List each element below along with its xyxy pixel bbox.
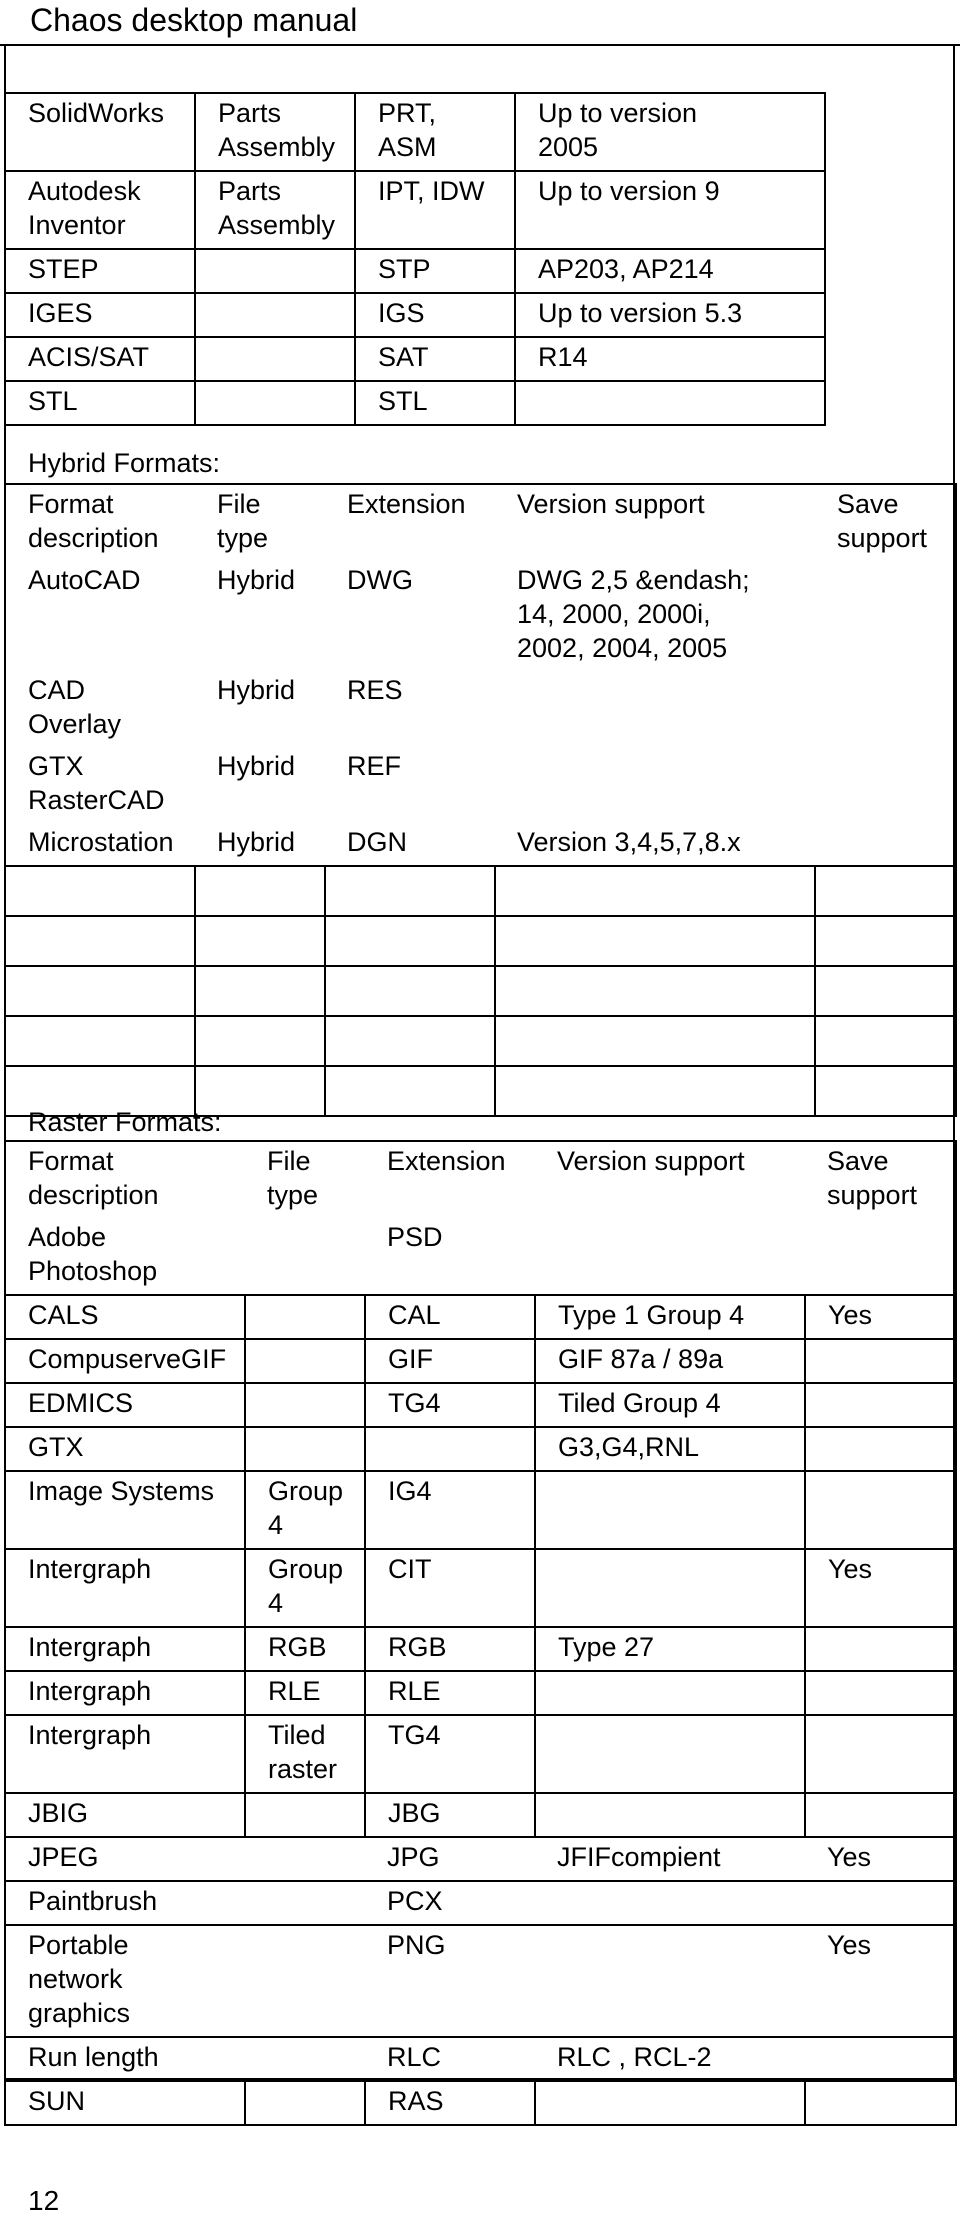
empty-table-row [5,1016,956,1066]
table-row [5,1881,956,1925]
document-title: Chaos desktop manual [30,2,358,38]
empty-table-cell [325,1016,495,1066]
table-cell: PRT, ASM [355,93,515,171]
table-cell [815,561,956,671]
table-cell: JBG [365,1793,535,1837]
table-cell: STL [5,381,195,425]
table-row [5,671,956,747]
table-row [5,2037,956,2081]
table-cell: SUN [5,2081,245,2125]
table-cell: Hybrid [195,823,325,866]
table-cell [815,671,956,747]
empty-table-cell [815,916,956,966]
table-row [5,1427,956,1471]
table-cell: CAD Overlay [5,671,195,747]
table-cell [805,1427,956,1471]
table-cell: GIF [365,1339,535,1383]
table-cell: DWG [347,565,413,595]
table-cell: G3,G4,RNL [535,1427,805,1471]
empty-table-cell [5,1016,195,1066]
table-cell: Yes [805,1925,956,2037]
table-cell: Up to version 2005 [515,93,825,171]
table-cell [805,1627,956,1671]
table-cell [805,1793,956,1837]
column-header: Extension [325,484,495,561]
table-cell [535,1715,805,1793]
table-cell: IPT, IDW [355,171,515,249]
empty-table-cell [5,916,195,966]
table-cell: Group 4 [245,1471,365,1549]
column-header: Format description [5,1141,245,1218]
table-cell: SAT [355,337,515,381]
table-cell: AP203, AP214 [515,249,825,293]
raster-formats-label: Raster Formats: [28,1107,222,1137]
table-cell: PCX [365,1881,535,1925]
table-cell: REF [347,751,401,781]
table-cell: ACIS/SAT [5,337,195,381]
table-cell: AutoCAD [5,561,195,671]
table-cell: Paintbrush [5,1881,245,1925]
native-formats-table [4,92,826,426]
table-cell: RLE [245,1671,365,1715]
empty-table-cell [325,1066,495,1116]
table-cell [515,381,825,425]
table-cell [805,1339,956,1383]
table-row [5,1793,956,1837]
table-cell [815,823,956,866]
column-header: Extension [365,1141,535,1218]
table-cell: JFIFcompient [535,1837,805,1881]
empty-table-cell [815,1066,956,1116]
table-cell [195,249,355,293]
table-cell: JPG [365,1837,535,1881]
table-cell: Yes [805,1837,956,1881]
table-cell [805,1671,956,1715]
table-row [5,1549,956,1627]
table-cell [245,1837,365,1881]
table-cell: R14 [515,337,825,381]
table-cell: Version 3,4,5,7,8.x [495,823,815,866]
table-cell [245,1427,365,1471]
hybrid-formats-table [4,483,957,1117]
table-cell: RLC [365,2037,535,2081]
table-cell: Yes [805,1295,956,1339]
table-cell [245,2037,365,2081]
table-cell [495,747,815,823]
column-header: Format description [5,484,195,561]
table-cell [805,2081,956,2125]
table-row [5,337,825,381]
table-cell: CAL [365,1295,535,1339]
column-header: Version support [495,484,815,561]
empty-table-cell [325,866,495,916]
table-row [5,1925,956,2037]
empty-table-cell [495,1016,815,1066]
table-row [5,293,825,337]
table-cell: Hybrid [217,675,296,705]
table-cell: TG4 [365,1715,535,1793]
table-cell: RAS [365,2081,535,2125]
table-cell [535,1793,805,1837]
table-cell [535,1671,805,1715]
table-cell: Hybrid [217,565,296,595]
table-cell: CompuserveGIF [5,1339,245,1383]
table-row [5,747,956,823]
table-cell: Type 27 [535,1627,805,1671]
table-cell: IG4 [365,1471,535,1549]
table-cell [805,1218,956,1295]
table-cell [365,1427,535,1471]
table-cell: SolidWorks [5,93,195,171]
table-cell: GTX [5,1427,245,1471]
empty-table-cell [325,916,495,966]
empty-table-cell [195,866,325,916]
table-cell: PSD [387,1222,443,1252]
empty-table-row [5,866,956,916]
table-row [5,1295,956,1339]
empty-table-cell [5,866,195,916]
table-cell [195,293,355,337]
raster-formats-table [4,1140,957,2126]
empty-table-cell [815,966,956,1016]
table-cell: STEP [5,249,195,293]
table-cell [535,2081,805,2125]
page-number: 12 [28,2185,60,2216]
table-cell [245,1218,365,1295]
table-cell: Intergraph [5,1671,245,1715]
table-cell: DWG 2,5 &endash; 14, 2000, 2000i, 2002, 2004, 2005 [517,565,750,663]
table-cell: GTX RasterCAD [5,747,195,823]
table-cell: IGES [5,293,195,337]
table-cell [535,1881,805,1925]
table-cell: Hybrid [217,751,296,781]
table-cell [245,1383,365,1427]
table-cell: Up to version 9 [515,171,825,249]
table-cell [535,1218,805,1295]
table-row [5,1339,956,1383]
table-cell: Portable network graphics [5,1925,245,2037]
table-cell [805,2037,956,2081]
table-cell: RES [347,675,403,705]
table-cell: Intergraph [5,1627,245,1671]
table-row [5,1218,956,1295]
table-cell: Group 4 [245,1549,365,1627]
table-cell: Tiled Group 4 [535,1383,805,1427]
table-cell: STL [355,381,515,425]
table-cell: Image Systems [5,1471,245,1549]
column-header: Save support [805,1141,956,1218]
table-cell [815,747,956,823]
table-cell: Autodesk Inventor [5,171,195,249]
column-header: Save support [815,484,956,561]
table-cell [195,337,355,381]
empty-table-row [5,916,956,966]
table-cell: STP [355,249,515,293]
empty-table-cell [495,866,815,916]
table-cell: JPEG [5,1837,245,1881]
empty-table-cell [325,966,495,1016]
table-cell: TG4 [365,1383,535,1427]
empty-table-row [5,966,956,1016]
column-header: File type [245,1141,365,1218]
table-row [5,1471,956,1549]
table-cell: EDMICS [5,1383,245,1427]
table-cell [495,671,815,747]
empty-table-cell [5,966,195,1016]
table-cell: Adobe Photoshop [5,1218,245,1295]
table-cell [535,1925,805,2037]
table-cell [805,1715,956,1793]
table-row [5,249,825,293]
empty-table-cell [195,916,325,966]
table-cell: Tiled raster [245,1715,365,1793]
table-cell [805,1471,956,1549]
table-row [5,1715,956,1793]
table-cell: Type 1 Group 4 [535,1295,805,1339]
table-cell [805,1881,956,1925]
table-cell: Parts Assembly [195,171,355,249]
table-row [5,1671,956,1715]
table-cell [245,1793,365,1837]
table-cell: PNG [365,1925,535,2037]
table-cell: Microstation [5,823,195,866]
column-header: File type [195,484,325,561]
table-cell: Intergraph [5,1549,245,1627]
table-cell: RLC , RCL-2 [535,2037,805,2081]
table-cell [195,381,355,425]
table-cell [245,1925,365,2037]
table-cell: Yes [805,1549,956,1627]
table-cell: CALS [5,1295,245,1339]
table-cell: IGS [355,293,515,337]
empty-table-cell [195,966,325,1016]
empty-table-cell [495,916,815,966]
table-row [5,561,956,671]
table-cell: Intergraph [5,1715,245,1793]
table-cell [245,1881,365,1925]
table-row [5,381,825,425]
table-row [5,171,825,249]
table-cell [245,1295,365,1339]
table-cell [535,1471,805,1549]
table-row [5,1383,956,1427]
table-header-row [5,1141,956,1218]
table-cell [245,2081,365,2125]
table-cell: Run length [5,2037,245,2081]
table-row [5,93,825,171]
table-row [5,2081,956,2125]
table-cell: RGB [365,1627,535,1671]
table-header-row [5,484,956,561]
table-cell: Up to version 5.3 [515,293,825,337]
empty-table-cell [495,1066,815,1116]
empty-table-cell [495,966,815,1016]
table-cell: GIF 87a / 89a [535,1339,805,1383]
empty-table-cell [815,866,956,916]
table-cell: RLE [365,1671,535,1715]
page-header [0,0,960,46]
table-cell: CIT [365,1549,535,1627]
table-row [5,1837,956,1881]
column-header: Version support [535,1141,805,1218]
table-cell [535,1549,805,1627]
empty-table-cell [815,1016,956,1066]
empty-table-cell [195,1016,325,1066]
table-cell: DGN [325,823,495,866]
table-cell [245,1339,365,1383]
table-cell: RGB [245,1627,365,1671]
table-cell [805,1383,956,1427]
table-cell: Parts Assembly [195,93,355,171]
table-row [5,1627,956,1671]
table-cell: JBIG [5,1793,245,1837]
hybrid-formats-label: Hybrid Formats: [28,448,221,478]
table-row [5,823,956,866]
